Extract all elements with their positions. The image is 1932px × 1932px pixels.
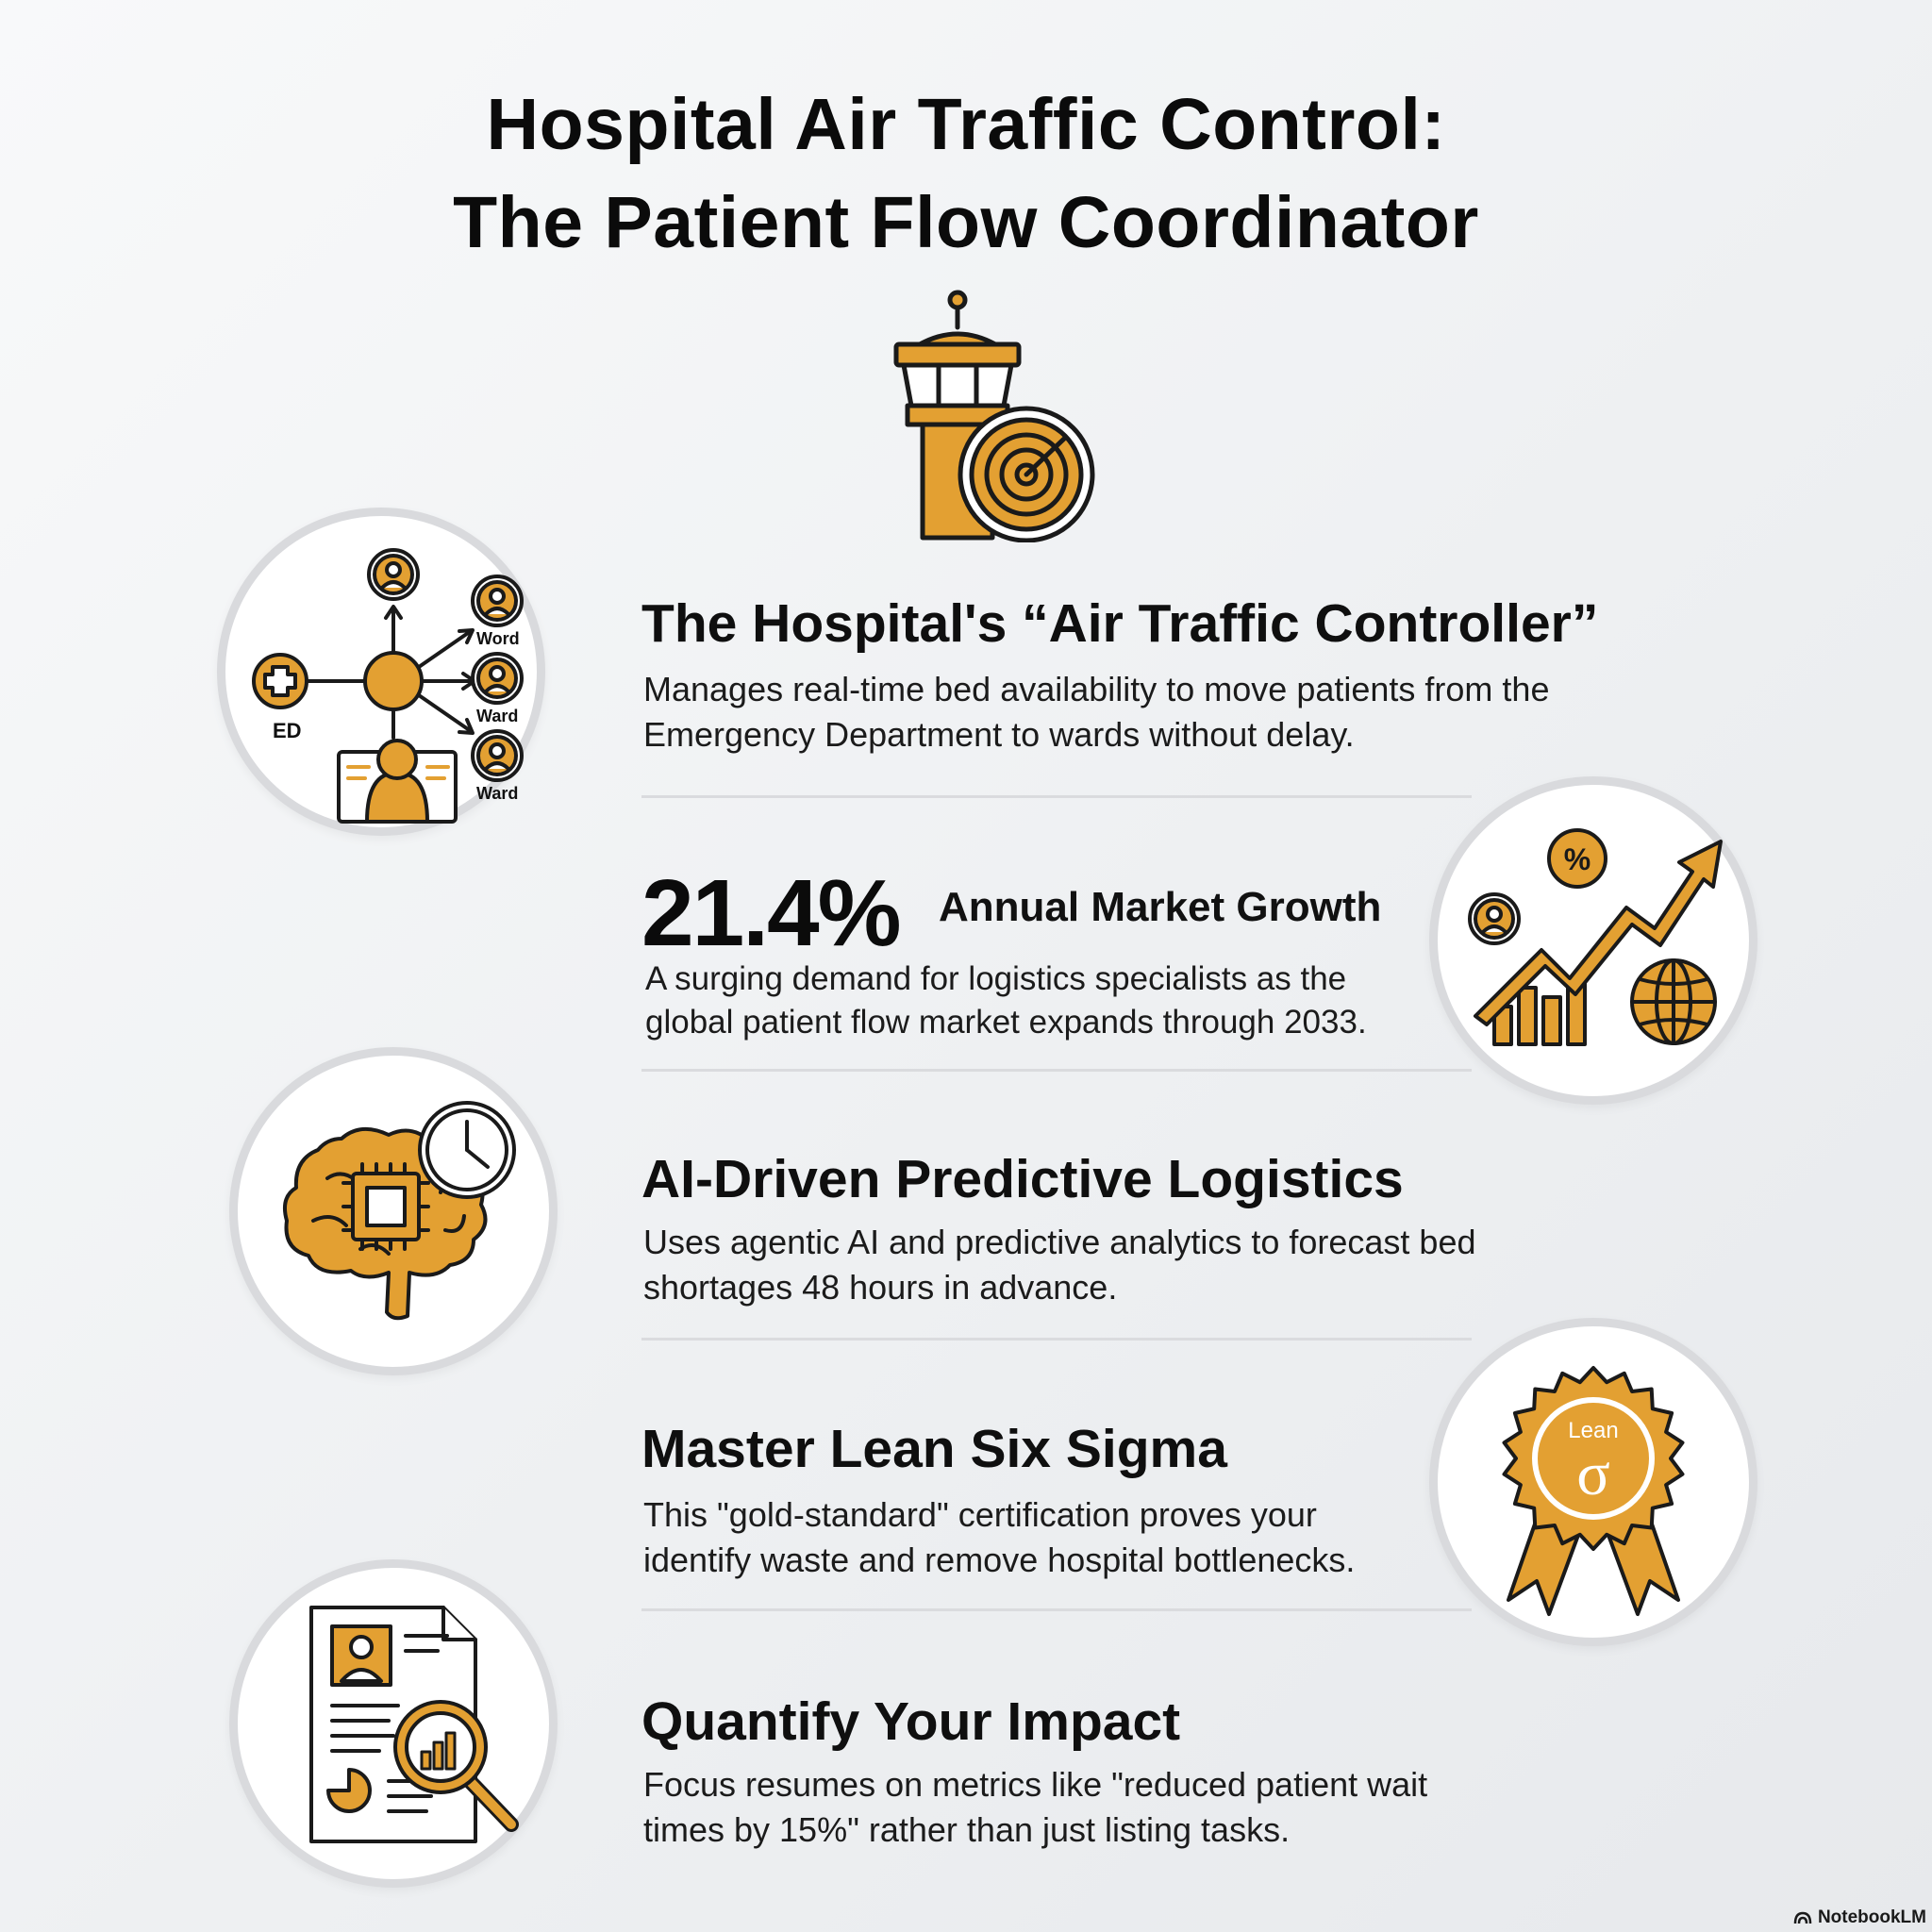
controller-description-line-2: Emergency Department to wards without delay. (643, 715, 1355, 754)
growth-description-line-1: A surging demand for logistics specialists as the (645, 960, 1347, 997)
ed-label: ED (273, 719, 302, 742)
ai-description-line-1: Uses agentic AI and predictive analytics to forecast bed (643, 1223, 1476, 1261)
ai-description (643, 1220, 1476, 1310)
section-divider (641, 1608, 1472, 1611)
lean-heading: Master Lean Six Sigma (641, 1419, 1227, 1479)
lean-description-line-2: identify waste and remove hospital bottlenecks. (643, 1541, 1356, 1579)
resume-magnifier-icon (238, 1568, 549, 1879)
control-tower-radar-icon (887, 288, 1104, 542)
ward-label-2: Ward (476, 707, 519, 725)
ward-label-3: Ward (476, 784, 519, 803)
growth-description (645, 958, 1367, 1044)
impact-description-line-2: times by 15%" rather than just listing tasks. (643, 1810, 1291, 1849)
lean-description (643, 1492, 1355, 1583)
impact-description-line-1: Focus resumes on metrics like "reduced patient wait (643, 1765, 1428, 1804)
market-growth-icon-circle (1429, 776, 1757, 1105)
section-divider (641, 795, 1472, 798)
ai-brain-icon-circle (229, 1047, 558, 1375)
notebooklm-logo-icon (1793, 1910, 1812, 1925)
growth-stat: 21.4% (641, 860, 900, 966)
ward-label-1: Word (476, 629, 520, 648)
controller-heading: The Hospital's “Air Traffic Controller” (641, 593, 1599, 654)
patient-routing-network-icon (225, 516, 537, 827)
market-growth-chart-icon (1438, 785, 1749, 1096)
percent-glyph: % (1563, 842, 1591, 876)
lean-six-sigma-badge-icon (1438, 1326, 1749, 1638)
impact-description (643, 1762, 1427, 1853)
title-line-2: The Patient Flow Coordinator (453, 182, 1479, 263)
brand-watermark (1793, 1907, 1926, 1928)
impact-heading: Quantify Your Impact (641, 1691, 1181, 1752)
ai-heading: AI-Driven Predictive Logistics (641, 1149, 1404, 1209)
controller-description-line-1: Manages real-time bed availability to move patients from the (643, 670, 1550, 708)
badge-sigma-symbol: σ (1576, 1440, 1610, 1508)
controller-description (643, 667, 1549, 758)
ai-description-line-2: shortages 48 hours in advance. (643, 1268, 1118, 1307)
badge-lean-text: Lean (1568, 1418, 1619, 1443)
brand-name: NotebookLM (1817, 1907, 1926, 1927)
page-title (0, 75, 1932, 272)
brain-chip-clock-icon (238, 1056, 549, 1367)
lean-badge-icon-circle (1429, 1318, 1757, 1646)
resume-icon-circle (229, 1559, 558, 1888)
patient-routing-icon-circle (217, 508, 545, 836)
growth-description-line-2: global patient flow market expands through 2033. (645, 1004, 1367, 1041)
title-line-1: Hospital Air Traffic Control: (486, 84, 1446, 165)
lean-description-line-1: This "gold-standard" certification proves your (643, 1495, 1317, 1534)
section-divider (641, 1069, 1472, 1072)
growth-stat-label: Annual Market Growth (939, 884, 1382, 930)
section-divider (641, 1338, 1472, 1341)
